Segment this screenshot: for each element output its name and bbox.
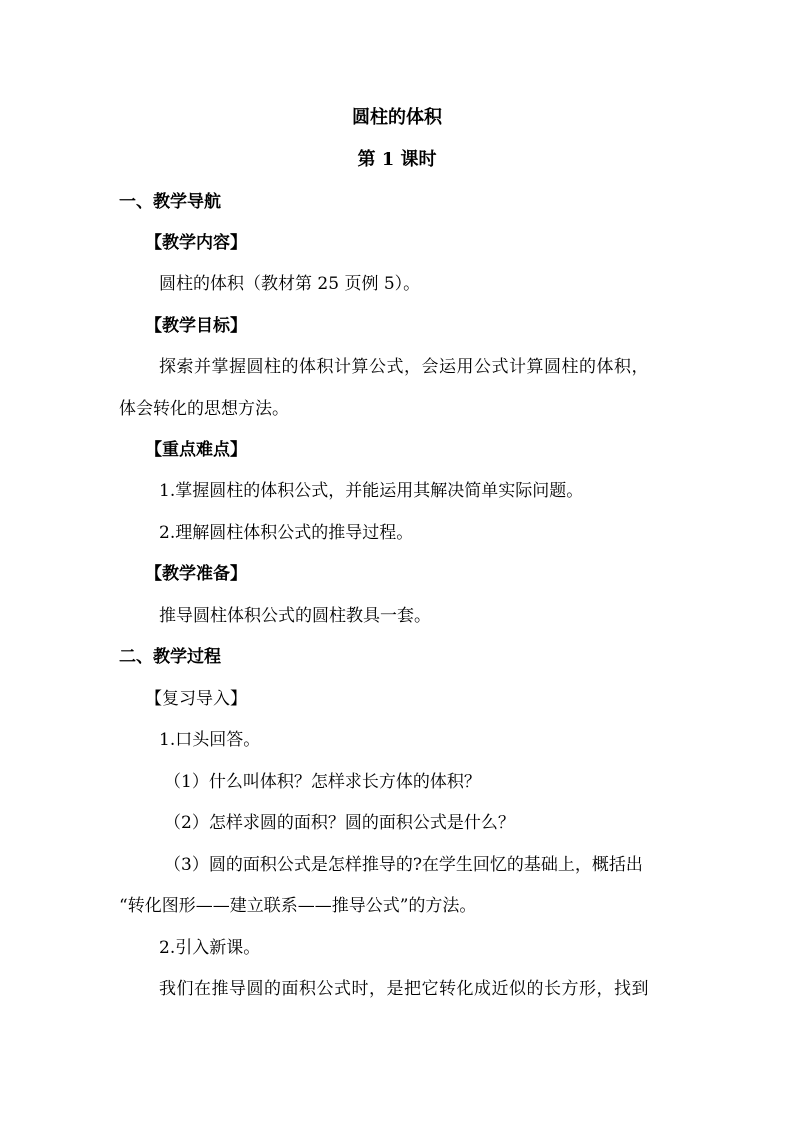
question-3-line-2: “转化图形——建立联系——推导公式”的方法。	[119, 896, 477, 916]
label-key-points: 【重点难点】	[145, 440, 247, 460]
label-teaching-preparation: 【教学准备】	[145, 564, 247, 584]
section-heading-process: 二、教学过程	[119, 647, 221, 667]
label-teaching-content: 【教学内容】	[145, 233, 247, 253]
key-point-1: 1.掌握圆柱的体积公式，并能运用其解决简单实际问题。	[159, 481, 584, 501]
lesson-subtitle: 第 1 课时	[357, 149, 437, 170]
teaching-content-text: 圆柱的体积（教材第 25 页例 5）。	[159, 274, 421, 294]
document-title: 圆柱的体积	[352, 107, 442, 128]
question-1: （1）什么叫体积？怎样求长方体的体积？	[164, 772, 481, 792]
key-point-2: 2.理解圆柱体积公式的推导过程。	[159, 523, 414, 543]
label-teaching-goals: 【教学目标】	[145, 316, 247, 336]
teaching-goals-line-1: 探索并掌握圆柱的体积计算公式，会运用公式计算圆柱的体积，	[159, 357, 649, 377]
teaching-goals-line-2: 体会转化的思想方法。	[119, 399, 289, 419]
intro-text: 我们在推导圆的面积公式时，是把它转化成近似的长方形，找到	[159, 979, 649, 999]
teaching-preparation-text: 推导圆柱体积公式的圆柱教具一套。	[159, 606, 431, 626]
section-heading-navigation: 一、教学导航	[119, 192, 221, 212]
question-2: （2）怎样求圆的面积？圆的面积公式是什么？	[164, 813, 515, 833]
review-item-2: 2.引入新课。	[159, 938, 261, 958]
review-item-1: 1.口头回答。	[159, 730, 261, 750]
label-review-intro: 【复习导入】	[145, 689, 247, 709]
question-3-line-1: （3）圆的面积公式是怎样推导的?在学生回忆的基础上，概括出	[164, 855, 643, 875]
